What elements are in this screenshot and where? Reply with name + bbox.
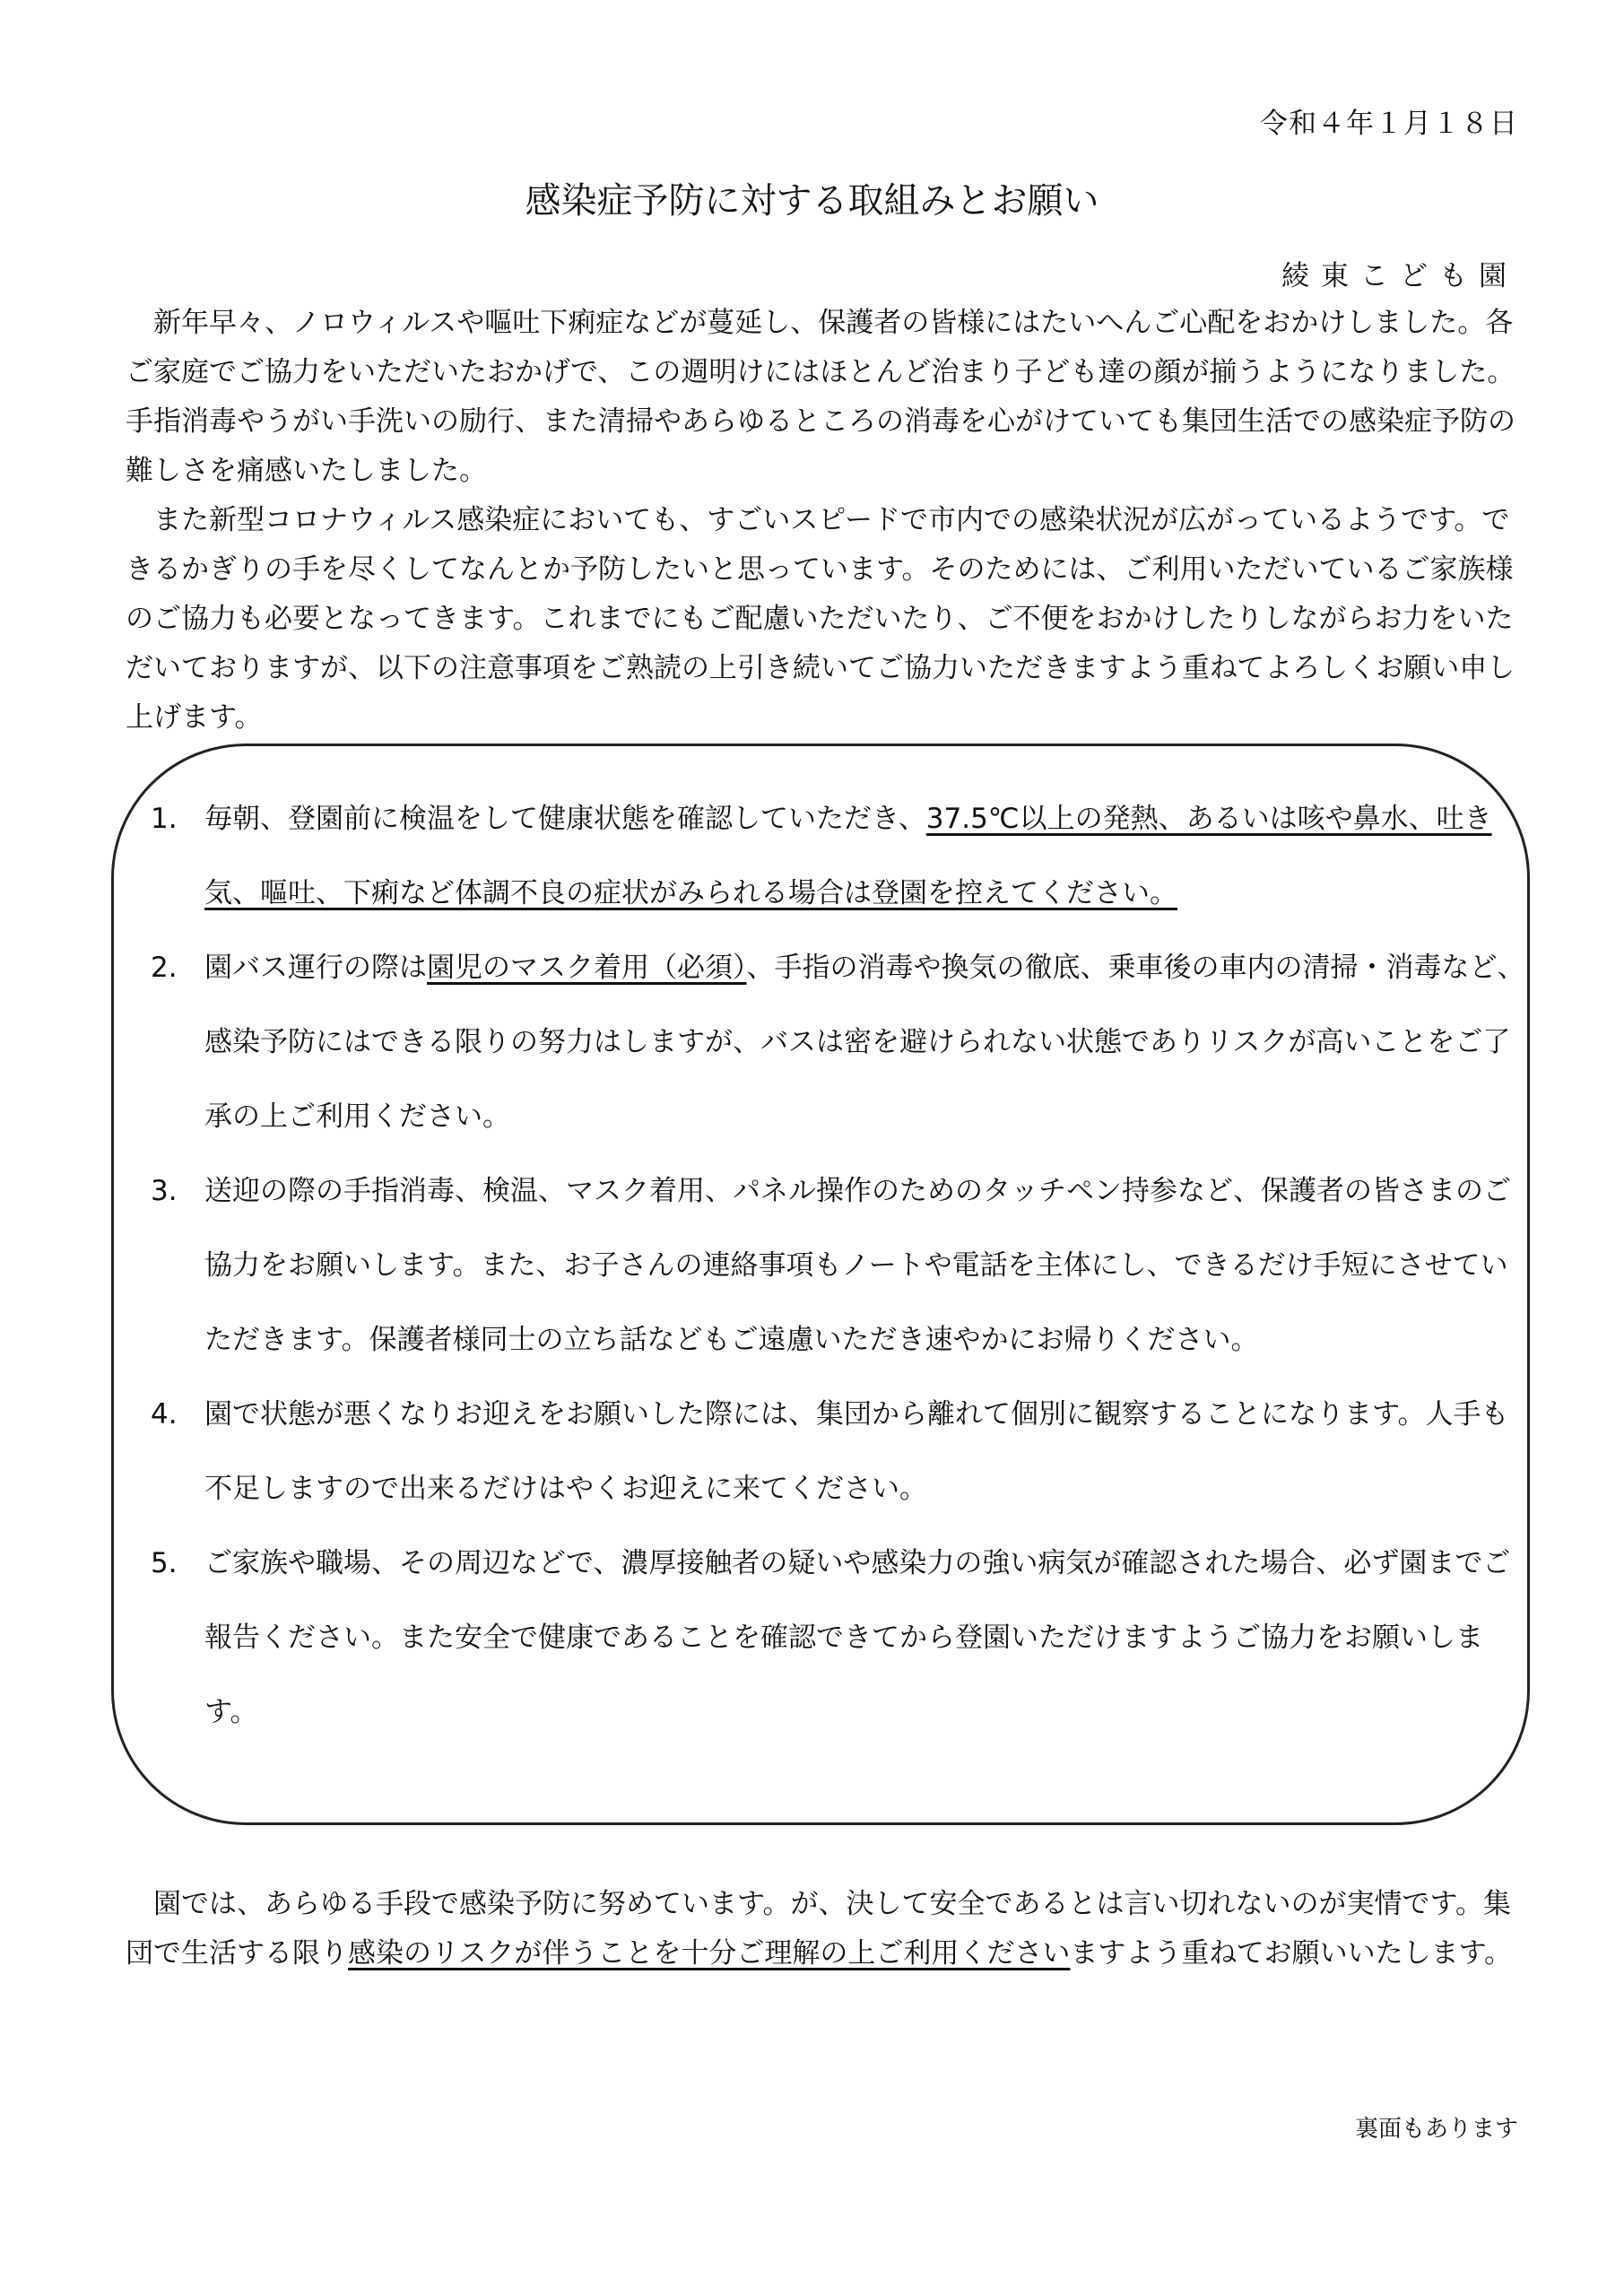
notice-item-4: [151, 1378, 1532, 1526]
intro-paragraph-2: また新型コロナウィルス感染症においても、すごいスピードで市内での感染状況が広がっているようです。できるかぎりの手を尽くしてなんとか予防したいと思っています。そのためには、ご利用いただいているご家族様のご協力も必要となってきます。これまでにもご配慮いただいたり、ご不便をおかけしたりしながらお力をいただいておりますが、以下の注意事項をご熟読の上引き続いてご協力いただきますよう重ねてよろしくお願い申し上げます。: [126, 504, 1515, 734]
notice-text: ご家族や職場、その周辺などで、濃厚接触者の疑いや感染力の強い病気が確認された場合、必ず園までご報告ください。また安全で健康であることを確認できてから登園いただけますようご協力をお願いします。: [204, 1547, 1511, 1728]
notice-number: 5.: [151, 1547, 178, 1579]
date: 令和４年１月１８日: [1260, 108, 1518, 140]
closing-text-underlined: 感染のリスクが伴うことを十分ご理解の上ご利用ください: [348, 1937, 1071, 1970]
notice-number: 3.: [151, 1175, 178, 1207]
closing-text-plain: 園では、あらゆる手段で感染予防に努めています。が、決して安全であるとは言い切れないのが実情です。集団で生活する限り: [126, 1888, 1512, 1970]
notice-text: 園で状態が悪くなりお迎えをお願いした際には、集団から離れて個別に観察することになります。人手も不足しますので出来るだけはやくお迎えに来てください。: [204, 1398, 1509, 1505]
notice-text-underlined: 37.5℃以上の発熱、あるいは咳や鼻水、吐き気、嘔吐、下痢など体調不良の症状がみられる場合は登園を控えてください。: [204, 803, 1492, 909]
organization-name: 綾東こども園: [1281, 260, 1518, 292]
notice-number: 2.: [151, 952, 178, 984]
notice-item-1: [151, 782, 1532, 931]
document-title: 感染症予防に対する取組みとお願い: [525, 180, 1099, 222]
closing-paragraph: [126, 1880, 1524, 1979]
notice-number: 1.: [151, 803, 178, 835]
notice-text: 送迎の際の手指消毒、検温、マスク着用、パネル操作のためのタッチペン持参など、保護者の皆さまのご協力をお願いします。また、お子さんの連絡事項もノートや電話を主体にし、できるだけ手短にさせていただきます。保護者様同士の立ち話などもご遠慮いただき速やかにお帰りください。: [204, 1175, 1511, 1356]
notice-list: [151, 782, 1532, 1750]
notice-text: [204, 782, 1532, 931]
notice-text-plain: 毎朝、登園前に検温をして健康状態を確認していただき、: [204, 803, 926, 835]
closing-text-plain: ますよう重ねてお願いいたします。: [1070, 1937, 1513, 1970]
notice-item-3: [151, 1154, 1532, 1378]
notice-number: 4.: [151, 1398, 178, 1431]
intro-paragraph-1: 新年早々、ノロウィルスや嘔吐下痢症などが蔓延し、保護者の皆様にはたいへんご心配をおかけしました。各ご家庭でご協力をいただいたおかげで、この週明けにはほとんど治まり子ども達の顔が揃うようになりました。手指消毒やうがい手洗いの励行、また清掃やあらゆるところの消毒を心がけていても集団生活での感染症予防の難しさを痛感いたしました。: [126, 307, 1515, 487]
notice-text-plain: 園バス運行の際は: [204, 952, 427, 984]
notice-text-underlined: 園児のマスク着用（必須）: [427, 952, 747, 984]
intro-section: [126, 299, 1524, 743]
notice-text: [204, 931, 1532, 1154]
notice-item-2: [151, 931, 1532, 1154]
notice-text-plain: 、手指の消毒や換気の徹底、乗車後の車内の清掃・消毒など、感染予防にはできる限りの努力はしますが、バスは密を避けられない状態でありリスクが高いことをご了承の上ご利用ください。: [204, 952, 1525, 1133]
notice-item-5: [151, 1526, 1532, 1750]
back-page-note: 裏面もあります: [1354, 2116, 1518, 2143]
